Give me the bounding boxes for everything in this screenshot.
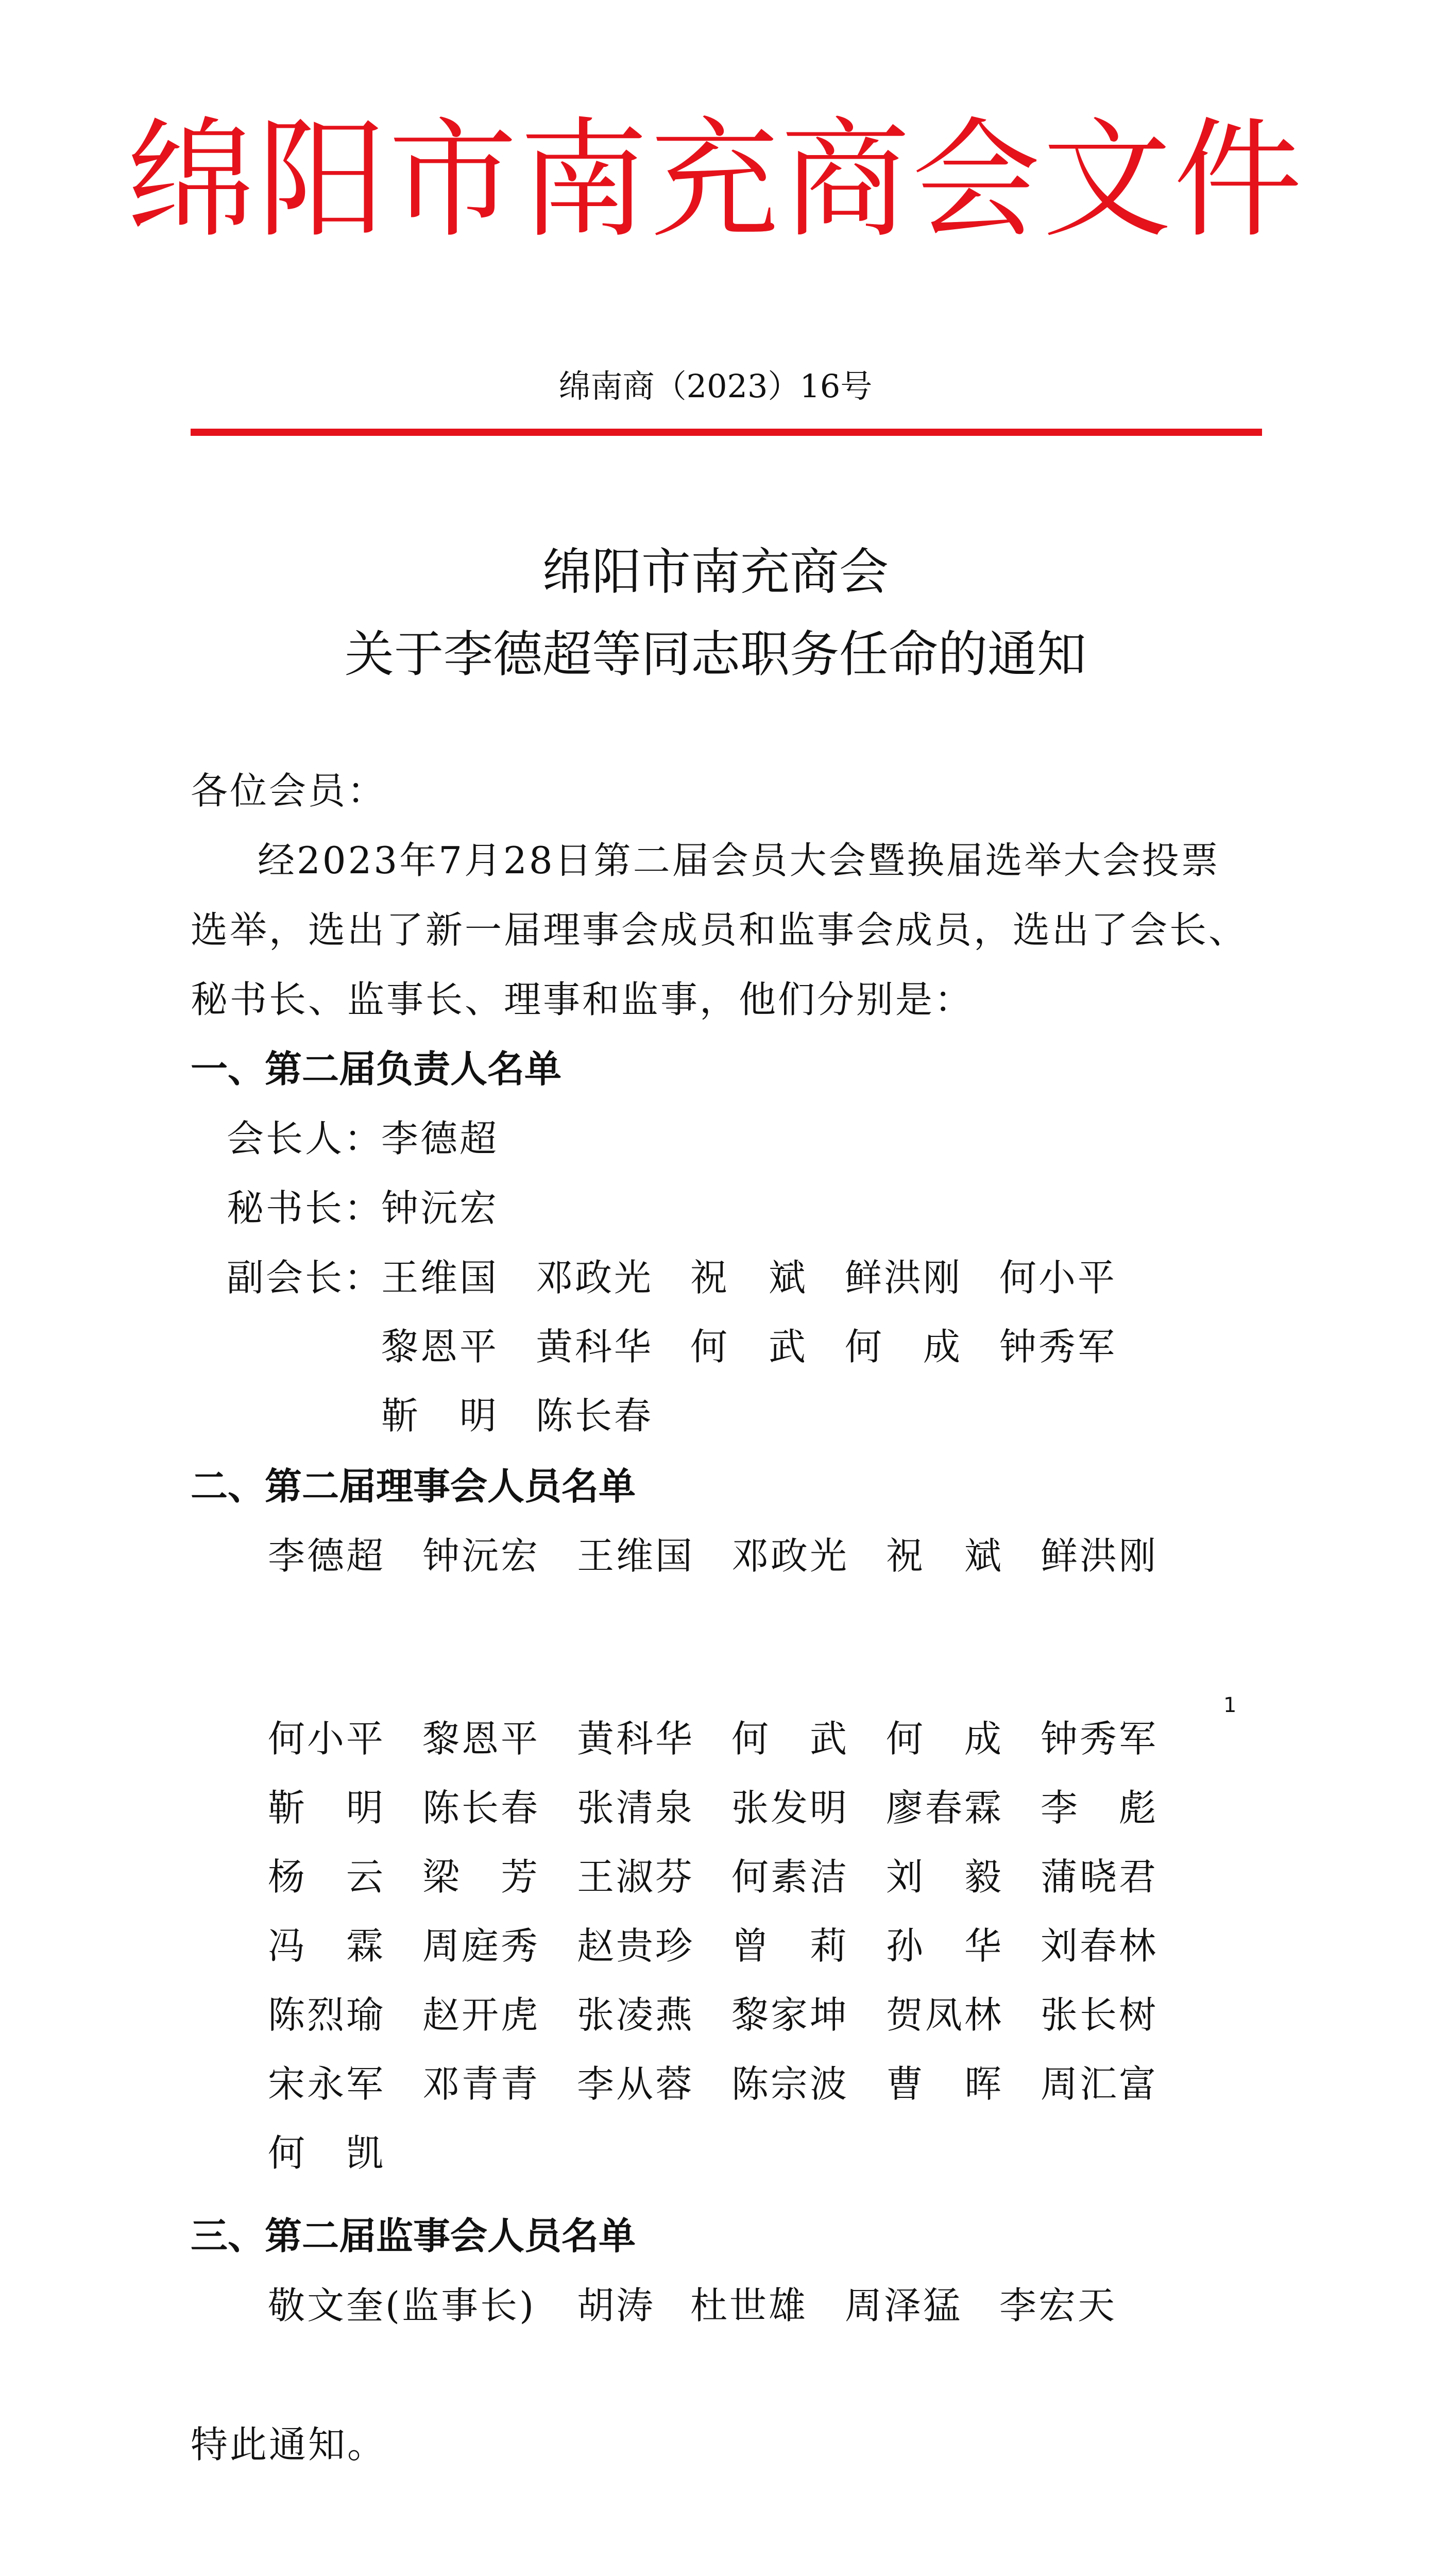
vice-president-name: 祝 斌 <box>690 1256 808 1299</box>
council-member-name: 孙 华 <box>886 1924 1004 1968</box>
council-member-name: 黎家坤 <box>731 1993 849 2037</box>
vice-president-name: 邓政光 <box>536 1256 654 1299</box>
council-member-name: 邓政光 <box>731 1534 849 1578</box>
council-member-name: 王维国 <box>577 1534 695 1578</box>
council-member-name: 赵贵珍 <box>577 1924 695 1968</box>
council-member-name: 陈烈瑜 <box>268 1993 386 2037</box>
supervisor-name: 胡涛 <box>577 2284 656 2327</box>
intro-line2: 选举，选出了新一届理事会成员和监事会成员，选出了会长、 <box>191 908 1248 952</box>
supervisor-chief: 敬文奎(监事长) <box>268 2284 536 2327</box>
council-first-row <box>268 1533 1195 1579</box>
notice-title-line2: 关于李德超等同志职务任命的通知 <box>345 625 1086 683</box>
notice-title-line1: 绵阳市南充商会 <box>542 543 889 601</box>
vice-president-name: 何小平 <box>999 1256 1117 1299</box>
council-member-name: 何 凯 <box>268 2131 386 2175</box>
council-member-name: 黎恩平 <box>422 1717 540 1760</box>
vice-president-name: 黄科华 <box>536 1325 654 1368</box>
vice-president-name: 鲜洪刚 <box>845 1256 963 1299</box>
council-member-name: 蒲晓君 <box>1041 1855 1159 1899</box>
vice-president-name: 靳 明 <box>381 1394 499 1437</box>
council-member-name: 陈长春 <box>422 1786 540 1829</box>
council-member-name: 鲜洪刚 <box>1041 1534 1159 1578</box>
council-member-name: 何素洁 <box>731 1855 849 1899</box>
vice-president-list <box>381 1255 1154 1439</box>
council-member-name: 邓青青 <box>422 2062 540 2106</box>
vice-president-name: 陈长春 <box>536 1394 654 1437</box>
council-member-name: 杨 云 <box>268 1855 386 1899</box>
council-member-name: 梁 芳 <box>422 1855 540 1899</box>
council-member-name: 贺凤林 <box>886 1993 1004 2037</box>
council-member-name: 周庭秀 <box>422 1924 540 1968</box>
supervisor-name: 杜世雄 <box>690 2284 808 2327</box>
council-member-name: 祝 斌 <box>886 1534 1004 1578</box>
council-member-name: 张凌燕 <box>577 1993 695 2037</box>
vice-president-name: 黎恩平 <box>381 1325 499 1368</box>
council-member-name: 曾 莉 <box>731 1924 849 1968</box>
council-member-name: 黄科华 <box>577 1717 695 1760</box>
supervisor-name: 李宏天 <box>999 2284 1117 2327</box>
council-member-name: 赵开虎 <box>422 1993 540 2037</box>
section3-heading: 三、第二届监事会人员名单 <box>191 2214 636 2258</box>
closing-text: 特此通知。 <box>191 2423 387 2466</box>
president-label: 会长人： <box>227 1117 384 1160</box>
council-member-name: 靳 明 <box>268 1786 386 1829</box>
council-member-name: 曹 晖 <box>886 2062 1004 2106</box>
president-name: 李德超 <box>381 1117 499 1160</box>
document-number: 绵南商（2023）16号 <box>558 367 873 405</box>
council-member-name: 李 彪 <box>1041 1786 1159 1829</box>
council-member-name: 廖春霖 <box>886 1786 1004 1829</box>
council-member-name: 张长树 <box>1041 1993 1159 2037</box>
red-divider <box>191 429 1262 436</box>
council-member-name: 张发明 <box>731 1786 849 1829</box>
council-member-name: 李德超 <box>268 1534 386 1578</box>
council-member-name: 周汇富 <box>1041 2062 1159 2106</box>
council-member-name: 王淑芬 <box>577 1855 695 1899</box>
council-member-name: 钟秀军 <box>1041 1717 1159 1760</box>
council-member-list <box>268 1716 1195 2176</box>
supervisor-name: 周泽猛 <box>845 2284 963 2327</box>
vice-president-label: 副会长： <box>227 1256 384 1299</box>
council-member-name: 冯 霖 <box>268 1924 386 1968</box>
secretary-name: 钟沅宏 <box>381 1187 499 1230</box>
council-member-name: 刘 毅 <box>886 1855 1004 1899</box>
page-number-1: 1 <box>1223 1693 1237 1717</box>
council-member-name: 陈宗波 <box>731 2062 849 2106</box>
vice-president-name: 王维国 <box>381 1256 499 1299</box>
secretary-label: 秘书长： <box>227 1187 384 1230</box>
salutation: 各位会员： <box>191 769 387 812</box>
council-member-name: 刘春林 <box>1041 1924 1159 1968</box>
vice-president-name: 钟秀军 <box>999 1325 1117 1368</box>
council-member-name: 钟沅宏 <box>422 1534 540 1578</box>
council-member-name: 宋永军 <box>268 2062 386 2106</box>
council-member-name: 张清泉 <box>577 1786 695 1829</box>
council-member-name: 何小平 <box>268 1717 386 1760</box>
intro-line1: 经2023年7月28日第二届会员大会暨换届选举大会投票 <box>258 839 1220 882</box>
council-member-name: 何 成 <box>886 1717 1004 1760</box>
section1-heading: 一、第二届负责人名单 <box>191 1047 562 1091</box>
council-member-name: 何 武 <box>731 1717 849 1760</box>
masthead-title: 绵阳市南充商会文件 <box>127 105 1304 255</box>
vice-president-name: 何 武 <box>690 1325 808 1368</box>
council-member-name: 李从蓉 <box>577 2062 695 2106</box>
vice-president-name: 何 成 <box>845 1325 963 1368</box>
section2-heading: 二、第二届理事会人员名单 <box>191 1465 636 1508</box>
intro-line3: 秘书长、监事长、理事和监事，他们分别是： <box>191 978 974 1021</box>
